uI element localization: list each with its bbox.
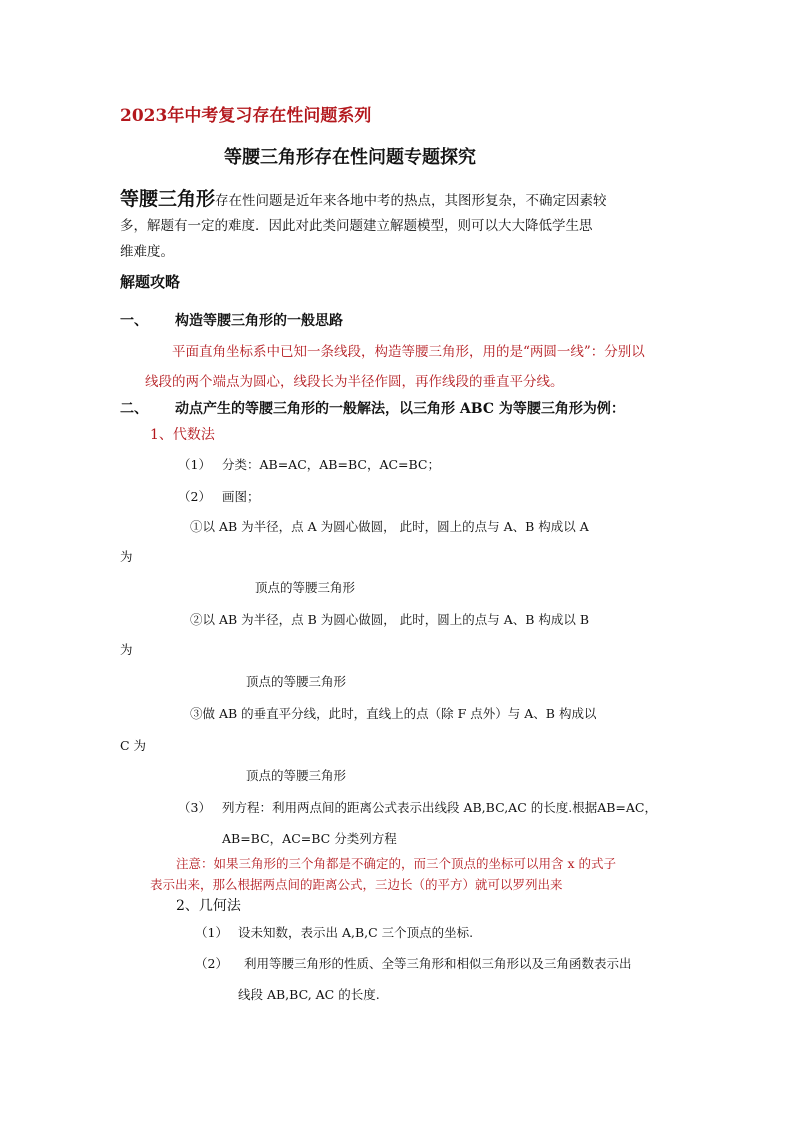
geometry-step-2-number: （2）	[195, 956, 228, 971]
section-1-heading: 构造等腰三角形的一般思路	[175, 313, 343, 329]
algebra-step-3-line-2: AB=BC，AC=BC 分类列方程	[222, 831, 397, 846]
section-1-text-line-1: 平面直角坐标系中已知一条线段，构造等腰三角形，用的是“两圆一线”：分别以	[172, 344, 645, 360]
case-3-line-3: 顶点的等腰三角形	[246, 768, 347, 783]
algebra-step-2-text: 画图；	[222, 489, 260, 504]
algebra-step-2-number: （2）	[178, 489, 211, 504]
series-title: 2023年中考复习存在性问题系列	[120, 106, 372, 126]
case-2-line-2: 为	[120, 642, 133, 657]
geometry-step-1-number: （1）	[195, 925, 228, 940]
section-2-number: 二、	[120, 401, 148, 417]
geometry-step-2-line-2: 线段 AB,BC, AC 的长度.	[238, 987, 380, 1002]
note-line-2: 表示出来，那么根据两点间的距离公式，三边长（的平方）就可以罗列出来	[150, 877, 563, 892]
intro-line-1-text: 存在性问题是近年来各地中考的热点，其图形复杂，不确定因素较	[215, 193, 607, 209]
algebra-step-1-number: （1）	[178, 457, 211, 472]
case-1-line-1: ①以 AB 为半径，点 A 为圆心做圆， 此时，圆上的点与 A、B 构成以 A	[190, 519, 589, 534]
algebra-step-1-text: 分类：AB=AC，AB=BC，AC=BC；	[222, 457, 440, 472]
section-2-heading: 动点产生的等腰三角形的一般解法，以三角形 ABC 为等腰三角形为例：	[175, 401, 625, 417]
section-1-number: 一、	[120, 313, 148, 329]
case-2-line-3: 顶点的等腰三角形	[246, 674, 347, 689]
intro-line-3: 维难度。	[120, 244, 174, 260]
geometry-step-1-text: 设未知数，表示出 A,B,C 三个顶点的坐标.	[238, 925, 474, 940]
geometry-step-2-line-1: 利用等腰三角形的性质、全等三角形和相似三角形以及三角函数表示出	[244, 956, 632, 971]
geometry-title: 2、几何法	[176, 898, 241, 914]
case-1-line-3: 顶点的等腰三角形	[255, 580, 356, 595]
strategy-heading: 解题攻略	[120, 273, 181, 291]
algebra-step-3-number: （3）	[178, 800, 211, 815]
algebra-title: 1、代数法	[150, 427, 215, 443]
intro-line-1	[120, 190, 607, 209]
case-2-line-1: ②以 AB 为半径，点 B 为圆心做圆， 此时，圆上的点与 A、B 构成以 B	[190, 612, 590, 627]
intro-lead: 等腰三角形	[120, 188, 216, 210]
algebra-step-3-line-1: 列方程：利用两点间的距离公式表示出线段 AB,BC,AC 的长度.根据AB=AC，	[222, 800, 657, 815]
document-title: 等腰三角形存在性问题专题探究	[224, 147, 476, 168]
note-line-1: 注意：如果三角形的三个角都是不确定的，而三个顶点的坐标可以用含 x 的式子	[176, 856, 616, 871]
case-1-line-2: 为	[120, 549, 133, 564]
intro-line-2: 多，解题有一定的难度．因此对此类问题建立解题模型，则可以大大降低学生思	[120, 218, 593, 234]
case-3-line-1: ③做 AB 的垂直平分线，此时，直线上的点（除 F 点外）与 A、B 构成以	[190, 706, 597, 721]
case-3-line-2: C 为	[120, 738, 147, 753]
section-1-text-line-2: 线段的两个端点为圆心，线段长为半径作圆，再作线段的垂直平分线。	[145, 374, 564, 390]
